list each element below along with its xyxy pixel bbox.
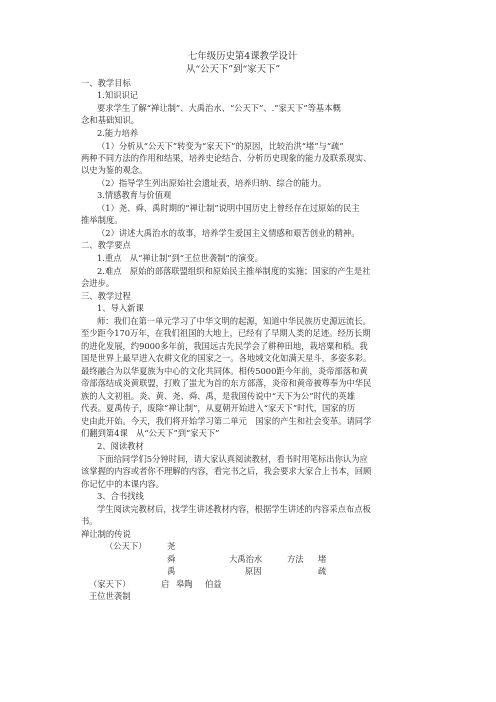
subheading-knowledge: 1.知识识记 bbox=[97, 90, 139, 100]
paragraph-line: （2）讲述大禹治水的故事，培养学生爱国主义情感和艰苦创业的精神。 bbox=[97, 228, 360, 238]
paragraph-line: 该掌握的内容或者你不理解的内容，看完书之后，我会要求大家合上书本，回顾 bbox=[81, 466, 372, 476]
board-wangwei-shixi: 王位世袭制 bbox=[89, 591, 131, 601]
paragraph-line: 2.难点 原始的部落联盟组织和原始民主推举制度的实施；国家的产生是社 bbox=[97, 266, 371, 276]
board-yao: 尧 bbox=[167, 541, 176, 551]
board-du: 堵 bbox=[318, 554, 327, 564]
paragraph-line: 国是世界上最早进入农耕文化的国家之一。各地域文化如满天星斗，多姿多彩。 bbox=[81, 353, 372, 363]
document-title: 七年级历史第4课教学设计 bbox=[188, 51, 298, 62]
paragraph-line: 最终融合为以华夏族为中心的文化共同体。相传5000距今年前，炎帝部落和黄 bbox=[81, 366, 368, 376]
subheading-outline: 3、合书找线 bbox=[97, 491, 144, 501]
paragraph-line: 念和基础知识。 bbox=[81, 115, 140, 125]
board-shun: 舜 bbox=[167, 554, 176, 564]
board-qi: 启 bbox=[161, 579, 170, 589]
document-subtitle: 从“公天下”到“家天下” bbox=[186, 64, 281, 75]
paragraph-line: 你记忆中的本课内容。 bbox=[81, 479, 164, 489]
paragraph-line: 以史为鉴的观念。 bbox=[81, 165, 148, 175]
board-yuanyin: 原因 bbox=[245, 566, 262, 576]
board-shu: 疏 bbox=[318, 566, 327, 576]
paragraph-line: 帝部落结成炎黄联盟，打败了蚩尤为首的东方部落，炎帝和黄帝被尊奉为中华民 bbox=[81, 378, 372, 388]
paragraph-line: 下面给同学们5分钟时间，请大家认真阅读教材，看书时用笔标出你认为应 bbox=[97, 454, 368, 464]
paragraph-line: 代表。夏禹传子，废除“禅让制”，从夏朝开始进入“家天下”时代，国家的历 bbox=[81, 403, 356, 413]
paragraph-line: 的进化发展，约9000多年前，我国远古先民学会了耕种田地，栽培粟和稻。我 bbox=[81, 341, 368, 351]
section-heading-objectives: 一、教学目标 bbox=[81, 78, 131, 88]
paragraph-line: 两种不同方法的作用和结果，培养史论结合、分析历史现象的能力及联系现实、 bbox=[81, 153, 372, 163]
paragraph-line: 学生阅读完教材后，找学生讲述教材内容，根据学生讲述的内容采点布点板 bbox=[97, 504, 371, 514]
board-boyi: 伯益 bbox=[205, 579, 222, 589]
subheading-ability: 2.能力培养 bbox=[97, 128, 139, 138]
section-heading-keypoints: 二、教学要点 bbox=[81, 240, 131, 250]
board-heading: 禅让制的传说 bbox=[81, 529, 131, 539]
paragraph-line: 师：我们在第一单元学习了中华文明的起源，知道中华民族历史源远流长。 bbox=[97, 316, 371, 326]
subheading-reading: 2、阅读教材 bbox=[97, 441, 144, 451]
paragraph-line: （1）分析从“公天下”转变为“家天下”的原因，比较治洪“堵”与“疏” bbox=[97, 141, 344, 151]
paragraph-line: 书。 bbox=[81, 516, 98, 526]
board-jia-tianxia: （家天下） bbox=[89, 579, 131, 589]
paragraph-line: （1）尧、舜、禹时期的“禅让制”说明中国历史上曾经存在过原始的民主 bbox=[97, 203, 360, 213]
paragraph-line: 史由此开始。今天，我们将开始学习第二单元 国家的产生和社会变革。请同学 bbox=[81, 416, 372, 426]
paragraph-line: 会进步。 bbox=[81, 278, 115, 288]
board-gong-tianxia: （公天下） bbox=[105, 541, 147, 551]
board-yu: 禹 bbox=[167, 566, 176, 576]
board-gaotao: 皋陶 bbox=[176, 579, 193, 589]
paragraph-line: 族的人文初祖。炎、黄、尧、舜、禹，是我国传说中“天下为公”时代的英雄 bbox=[81, 391, 355, 401]
paragraph-line: 要求学生了解“禅让制”、大禹治水、“公天下”、.“家天下”等基本概 bbox=[97, 103, 341, 113]
board-fangfa: 方法 bbox=[287, 554, 304, 564]
paragraph-line: 推举制度。 bbox=[81, 215, 123, 225]
paragraph-line: 至少距今170万年，在我们祖国的大地上，已经有了早期人类的足迹。经历长期 bbox=[81, 328, 371, 338]
subheading-values: 3.情感教育与价值观 bbox=[97, 190, 172, 200]
paragraph-line: 们翻到第4课 从“公天下”到“家天下” bbox=[81, 428, 220, 438]
section-heading-process: 三、教学过程 bbox=[81, 291, 131, 301]
paragraph-line: 1.重点 从“禅让制”到“王位世袭制”的演变。 bbox=[97, 253, 263, 263]
paragraph-line: （2）指导学生列出原始社会遗址表，培养归纳、综合的能力。 bbox=[97, 178, 327, 188]
subheading-intro: 1、导入新课 bbox=[97, 303, 144, 313]
board-dayu-zhishui: 大禹治水 bbox=[229, 554, 263, 564]
